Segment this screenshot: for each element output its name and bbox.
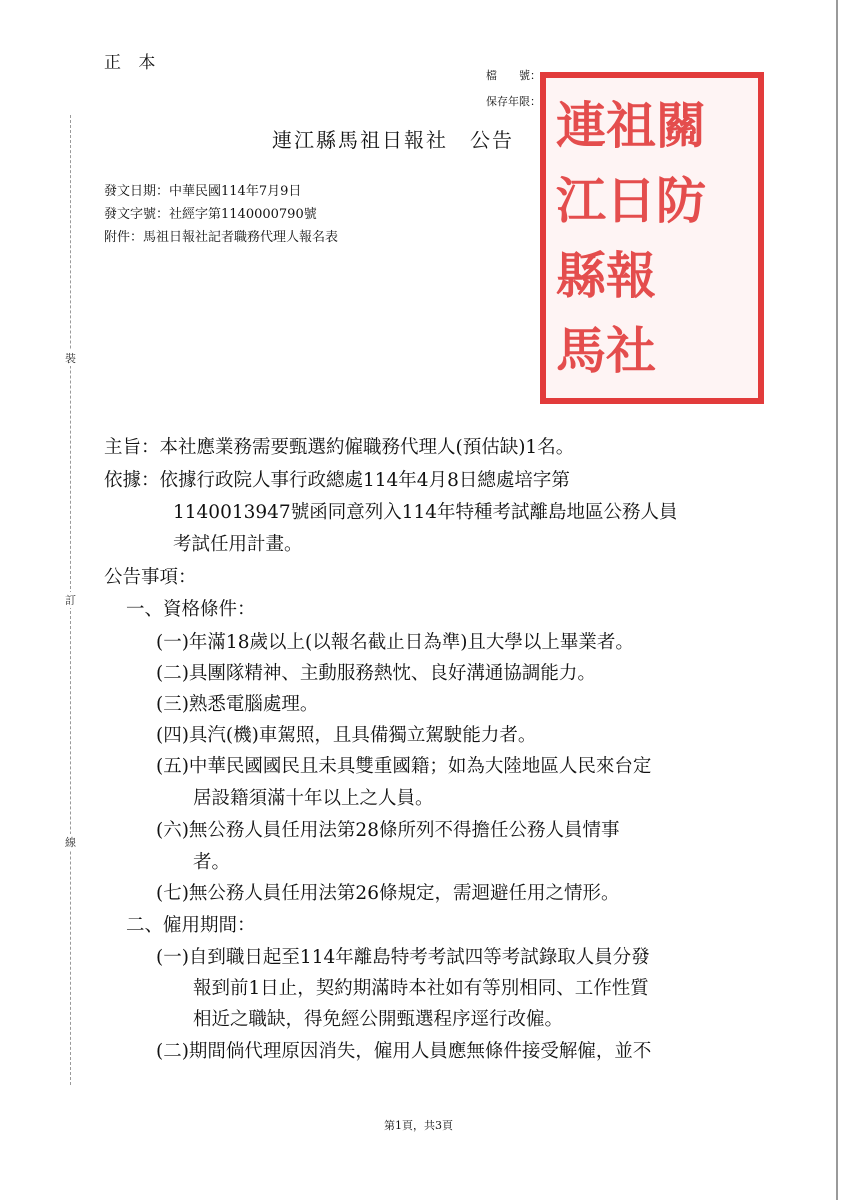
subject-line: 主旨：本社應業務需要甄選約僱職務代理人(預估缺)1名。 xyxy=(104,437,575,458)
qualification-item: (二)具團隊精神、主動服務熱忱、良好溝通協調能力。 xyxy=(156,663,596,684)
notice-items-heading: 公告事項： xyxy=(104,567,197,588)
qualification-item: (三)熟悉電腦處理。 xyxy=(156,694,319,715)
attachment: 附件：馬祖日報社記者職務代理人報名表 xyxy=(104,230,339,245)
section-heading-employment-period: 二、僱用期間： xyxy=(126,915,256,936)
retention-label: 保存年限： xyxy=(486,95,541,108)
seal-char: 連 xyxy=(556,95,606,155)
binding-mark-zhuang: 裝 xyxy=(65,352,76,365)
qualification-item: (五)中華民國國民且未具雙重國籍；如為大陸地區人民來台定 xyxy=(156,756,652,777)
file-number-label: 檔 號： xyxy=(486,69,541,82)
seal-char: 關 xyxy=(656,95,706,155)
seal-char: 社 xyxy=(606,320,656,380)
basis-line: 1140013947號函同意列入114年特種考試離島地區公務人員 xyxy=(173,502,678,523)
employment-item-continued: 報到前1日止，契約期滿時本社如有等別相同、工作性質 xyxy=(193,978,649,999)
official-seal xyxy=(540,72,764,404)
qualification-item: (一)年滿18歲以上(以報名截止日為準)且大學以上畢業者。 xyxy=(156,632,634,653)
qualification-item: (四)具汽(機)車駕照，且具備獨立駕駛能力者。 xyxy=(156,725,537,746)
employment-item: (一)自到職日起至114年離島特考考試四等考試錄取人員分發 xyxy=(156,947,650,968)
qualification-item: (六)無公務人員任用法第28條所列不得擔任公務人員情事 xyxy=(156,820,620,841)
seal-char: 江 xyxy=(556,170,606,230)
binding-mark-ding: 訂 xyxy=(65,594,76,607)
seal-char: 馬 xyxy=(556,320,606,380)
basis-line: 考試任用計畫。 xyxy=(173,534,303,555)
scan-edge xyxy=(836,0,838,1200)
seal-char: 報 xyxy=(606,245,656,305)
section-heading-qualifications: 一、資格條件： xyxy=(126,599,256,620)
seal-char: 祖 xyxy=(606,95,656,155)
employment-item-continued: 相近之職缺，得免經公開甄選程序逕行改僱。 xyxy=(193,1009,564,1030)
notice-title: 連江縣馬祖日報社 公告 xyxy=(272,128,514,152)
employment-item: (二)期間倘代理原因消失，僱用人員應無條件接受解僱，並不 xyxy=(156,1041,652,1062)
issue-date: 發文日期：中華民國114年7月9日 xyxy=(104,184,302,199)
seal-char: 防 xyxy=(656,170,706,230)
qualification-item-continued: 者。 xyxy=(193,852,231,873)
page-footer: 第1頁，共3頁 xyxy=(384,1119,453,1132)
document-number: 發文字號：社經字第1140000790號 xyxy=(104,207,317,222)
seal-char: 日 xyxy=(606,170,656,230)
basis-line: 依據：依據行政院人事行政總處114年4月8日總處培字第 xyxy=(104,470,570,491)
binding-mark-xian: 線 xyxy=(65,836,76,849)
qualification-item-continued: 居設籍須滿十年以上之人員。 xyxy=(193,788,434,809)
seal-char: 縣 xyxy=(556,245,606,305)
copy-label: 正 本 xyxy=(104,53,162,73)
qualification-item: (七)無公務人員任用法第26條規定，需迴避任用之情形。 xyxy=(156,883,620,904)
